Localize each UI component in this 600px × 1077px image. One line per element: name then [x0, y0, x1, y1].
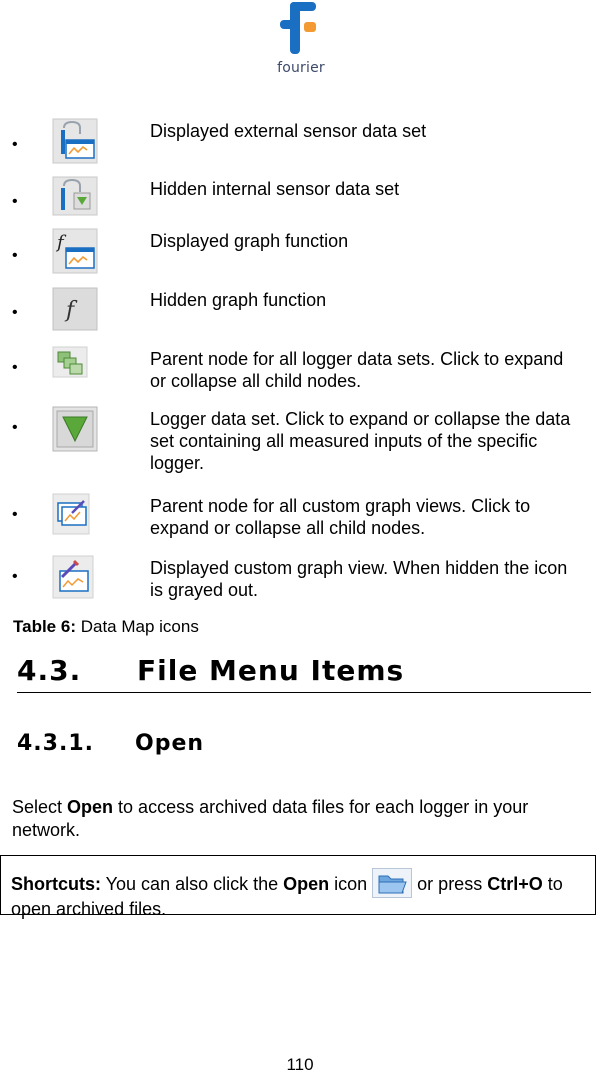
icon-description: Parent node for all custom graph views. Click to expand or collapse all child nodes.: [150, 496, 531, 538]
logger-data-set-icon[interactable]: [52, 406, 98, 457]
custom-graph-view-icon[interactable]: [52, 555, 94, 604]
icon-description: Displayed graph function: [150, 231, 349, 251]
subsection-number: 4.3.1.: [17, 731, 94, 756]
bullet: •: [12, 359, 18, 376]
internal-sensor-hidden-icon[interactable]: [52, 176, 98, 221]
svg-text:f: f: [66, 298, 75, 323]
shortcut-text: icon: [329, 874, 373, 894]
icon-description: Hidden graph function: [150, 290, 327, 310]
svg-text:f: f: [57, 232, 64, 253]
shortcut-box: [0, 855, 596, 919]
graph-function-hidden-icon[interactable]: [52, 287, 98, 336]
logo-wordmark: fourier: [277, 60, 325, 76]
bullet: •: [12, 247, 18, 264]
shortcut-text: to open archived files.: [11, 874, 563, 919]
body-paragraph: [12, 796, 582, 842]
section-title: File Menu Items: [137, 654, 405, 687]
bullet: •: [12, 568, 18, 585]
shortcut-label: Shortcuts:: [11, 874, 101, 894]
subsection-heading: [17, 731, 204, 756]
bullet: •: [12, 506, 18, 523]
icon-description: Parent node for all logger data sets. Click to expand or collapse all child nodes.: [150, 349, 564, 391]
shortcut-keys: Ctrl+O: [487, 874, 543, 894]
table-caption-text: Data Map icons: [75, 617, 199, 636]
fourier-logo: [266, 0, 336, 80]
shortcut-bold: Open: [283, 874, 330, 894]
paragraph-bold: Open: [67, 797, 114, 817]
icon-description: Displayed custom graph view. When hidden the icon is grayed out.: [150, 558, 568, 600]
external-sensor-displayed-icon[interactable]: [52, 118, 98, 169]
section-number: 4.3.: [17, 654, 82, 687]
bullet: •: [12, 136, 18, 153]
bullet: •: [12, 304, 18, 321]
page-number: 110: [286, 1055, 314, 1074]
subsection-title: Open: [135, 731, 205, 756]
custom-graph-parent-node-icon[interactable]: [52, 493, 90, 540]
fourier-logo-mark: [266, 0, 336, 60]
paragraph-text: to access archived data files for each logger in your network.: [12, 797, 529, 840]
shortcut-text: You can also click the: [101, 874, 284, 894]
table-caption-label: Table 6:: [13, 617, 76, 636]
table-caption: [13, 617, 199, 637]
section-heading: [17, 654, 591, 693]
icon-description: Logger data set. Click to expand or collapse the data set containing all measured inputs of the specific logger.: [150, 409, 571, 473]
paragraph-text: Select: [12, 797, 68, 817]
logger-parent-node-icon[interactable]: [52, 346, 88, 383]
icon-description: Hidden internal sensor data set: [150, 179, 400, 199]
bullet: •: [12, 419, 18, 436]
icon-description: Displayed external sensor data set: [150, 121, 427, 141]
bullet: •: [12, 193, 18, 210]
open-folder-icon[interactable]: [372, 868, 412, 898]
shortcut-text: or press: [412, 874, 488, 894]
graph-function-displayed-icon[interactable]: [52, 228, 98, 279]
